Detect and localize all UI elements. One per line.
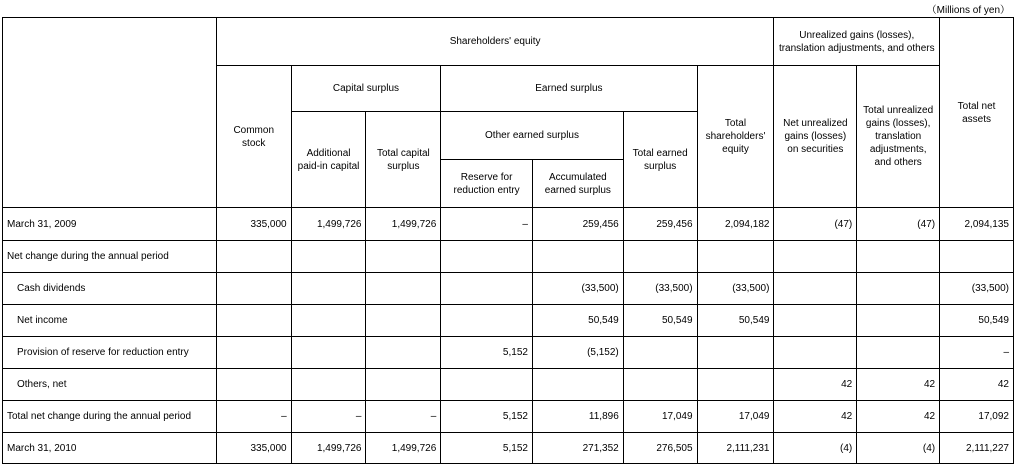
table-cell: (4) [857, 433, 940, 464]
table-cell: 17,049 [697, 401, 774, 433]
table-cell: 50,549 [940, 305, 1014, 337]
table-cell [774, 273, 857, 305]
row-label-header [3, 18, 217, 208]
table-cell: (33,500) [623, 273, 697, 305]
table-cell [774, 337, 857, 369]
header-total-unrealized: Total unrealized gains (losses), translation adjustments, and others [857, 66, 940, 208]
table-cell: 50,549 [623, 305, 697, 337]
table-cell [441, 241, 533, 273]
table-cell: 2,111,227 [940, 433, 1014, 464]
table-cell: – [216, 401, 291, 433]
table-row [3, 337, 1014, 369]
table-cell: 271,352 [532, 433, 623, 464]
table-cell: – [940, 337, 1014, 369]
row-label: March 31, 2010 [3, 433, 217, 464]
header-capital-surplus: Capital surplus [291, 66, 441, 112]
table-cell: 42 [857, 369, 940, 401]
header-additional-paid-in: Additional paid-in capital [291, 112, 366, 208]
table-cell [366, 369, 441, 401]
header-common-stock: Common stock [216, 66, 291, 208]
table-cell [366, 241, 441, 273]
table-cell: 5,152 [441, 433, 533, 464]
header-other-earned-surplus: Other earned surplus [441, 112, 623, 160]
table-cell [623, 369, 697, 401]
table-cell: 5,152 [441, 337, 533, 369]
table-cell [857, 337, 940, 369]
table-row [3, 305, 1014, 337]
unit-label: （Millions of yen） [926, 5, 1010, 16]
table-cell [216, 369, 291, 401]
table-cell: – [441, 208, 533, 241]
table-cell: 2,094,135 [940, 208, 1014, 241]
row-label: March 31, 2009 [3, 208, 217, 241]
table-cell: 5,152 [441, 401, 533, 433]
table-cell: 50,549 [532, 305, 623, 337]
table-cell [774, 241, 857, 273]
table-cell: 17,049 [623, 401, 697, 433]
table-cell [532, 241, 623, 273]
table-row [3, 208, 1014, 241]
table-cell [216, 241, 291, 273]
header-earned-surplus: Earned surplus [441, 66, 697, 112]
table-cell [857, 305, 940, 337]
table-cell [216, 337, 291, 369]
header-total-shareholders-equity: Total shareholders' equity [697, 66, 774, 208]
table-cell: (47) [857, 208, 940, 241]
table-cell: 276,505 [623, 433, 697, 464]
table-cell [940, 241, 1014, 273]
table-cell [623, 241, 697, 273]
table-cell [291, 273, 366, 305]
table-cell [441, 305, 533, 337]
table-cell: – [366, 401, 441, 433]
table-row [3, 369, 1014, 401]
table-cell [441, 369, 533, 401]
table-cell: (33,500) [940, 273, 1014, 305]
table-cell: 1,499,726 [366, 433, 441, 464]
header-net-unrealized: Net unrealized gains (losses) on securities [774, 66, 857, 208]
table-cell [697, 241, 774, 273]
header-accumulated-earned: Accumulated earned surplus [532, 160, 623, 208]
header-unrealized-group: Unrealized gains (losses), translation adjustments, and others [774, 18, 940, 66]
table-cell [857, 241, 940, 273]
row-label: Net income [3, 305, 217, 337]
table-cell [857, 273, 940, 305]
table-cell [532, 369, 623, 401]
table-cell [441, 273, 533, 305]
table-cell [366, 337, 441, 369]
table-cell: (47) [774, 208, 857, 241]
table-cell [216, 273, 291, 305]
table-cell: 1,499,726 [291, 433, 366, 464]
table-cell: 259,456 [623, 208, 697, 241]
table-cell [697, 369, 774, 401]
row-label: Net change during the annual period [3, 241, 217, 273]
row-label: Others, net [3, 369, 217, 401]
row-label: Provision of reserve for reduction entry [3, 337, 217, 369]
table-cell: 42 [774, 401, 857, 433]
table-cell [774, 305, 857, 337]
table-cell: 17,092 [940, 401, 1014, 433]
table-cell: 42 [774, 369, 857, 401]
table-cell: 42 [857, 401, 940, 433]
equity-statement-table [2, 17, 1014, 464]
table-cell: 259,456 [532, 208, 623, 241]
table-cell [697, 337, 774, 369]
table-cell: (33,500) [697, 273, 774, 305]
header-shareholders-equity: Shareholders' equity [216, 18, 774, 66]
table-row [3, 273, 1014, 305]
table-cell: 1,499,726 [291, 208, 366, 241]
table-cell: 2,094,182 [697, 208, 774, 241]
header-total-net-assets: Total net assets [940, 18, 1014, 208]
header-reserve-reduction: Reserve for reduction entry [441, 160, 533, 208]
table-cell [291, 241, 366, 273]
table-cell: 11,896 [532, 401, 623, 433]
table-row [3, 401, 1014, 433]
table-cell: 50,549 [697, 305, 774, 337]
table-cell: 42 [940, 369, 1014, 401]
table-cell: – [291, 401, 366, 433]
table-cell: (5,152) [532, 337, 623, 369]
row-label: Cash dividends [3, 273, 217, 305]
header-total-capital-surplus: Total capital surplus [366, 112, 441, 208]
table-cell [291, 305, 366, 337]
table-cell [366, 305, 441, 337]
table-cell [291, 337, 366, 369]
table-row [3, 241, 1014, 273]
table-cell: (33,500) [532, 273, 623, 305]
row-label: Total net change during the annual period [3, 401, 217, 433]
table-cell [366, 273, 441, 305]
table-cell [216, 305, 291, 337]
table-row [3, 433, 1014, 464]
table-cell: 2,111,231 [697, 433, 774, 464]
table-cell: (4) [774, 433, 857, 464]
table-cell [623, 337, 697, 369]
header-total-earned-surplus: Total earned surplus [623, 112, 697, 208]
table-cell: 335,000 [216, 433, 291, 464]
table-cell: 335,000 [216, 208, 291, 241]
table-cell: 1,499,726 [366, 208, 441, 241]
table-cell [291, 369, 366, 401]
